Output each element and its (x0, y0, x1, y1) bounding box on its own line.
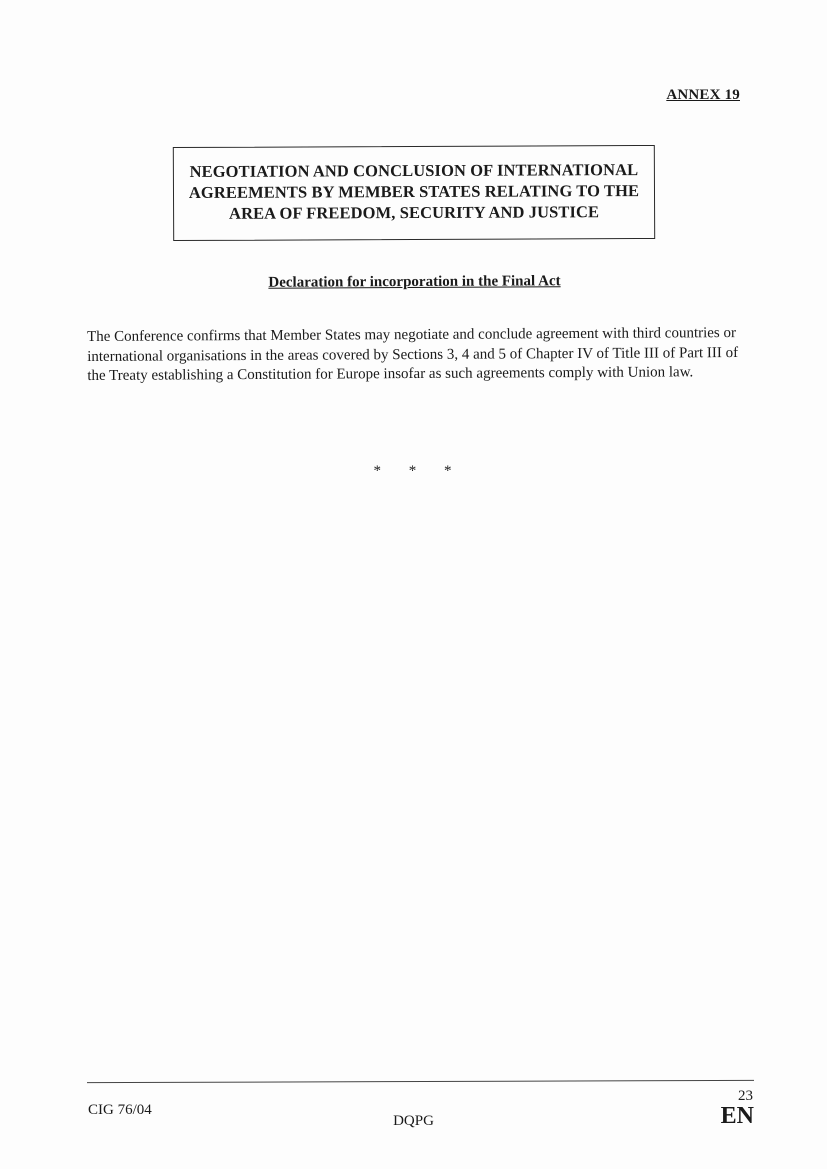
page-number: 23 (738, 1088, 753, 1104)
declaration-heading: Declaration for incorporation in the Final Act (268, 273, 561, 291)
footer-divider (87, 1080, 754, 1083)
body-paragraph: The Conference confirms that Member States may negotiate and conclude agreement with third countries or international organisations in the areas covered by Sections 3, 4 and 5 of Chapter IV of Title III of Part III of the Treaty establishing a Constitution for Europe insofar as such agreements comply with Union law. (87, 325, 739, 384)
declaration-heading-row (0, 272, 827, 293)
footer-reference: CIG 76/04 (88, 1102, 152, 1118)
language-code: EN (720, 1103, 754, 1129)
footer-department: DQPG (393, 1113, 434, 1129)
annex-label: ANNEX 19 (666, 87, 740, 103)
section-separator: * * * (373, 463, 464, 479)
title-box (173, 145, 655, 241)
document-title: NEGOTIATION AND CONCLUSION OF INTERNATIONAL AGREEMENTS BY MEMBER STATES RELATING TO THE AREA OF FREEDOM, SECURITY AND JUSTICE (188, 159, 640, 223)
